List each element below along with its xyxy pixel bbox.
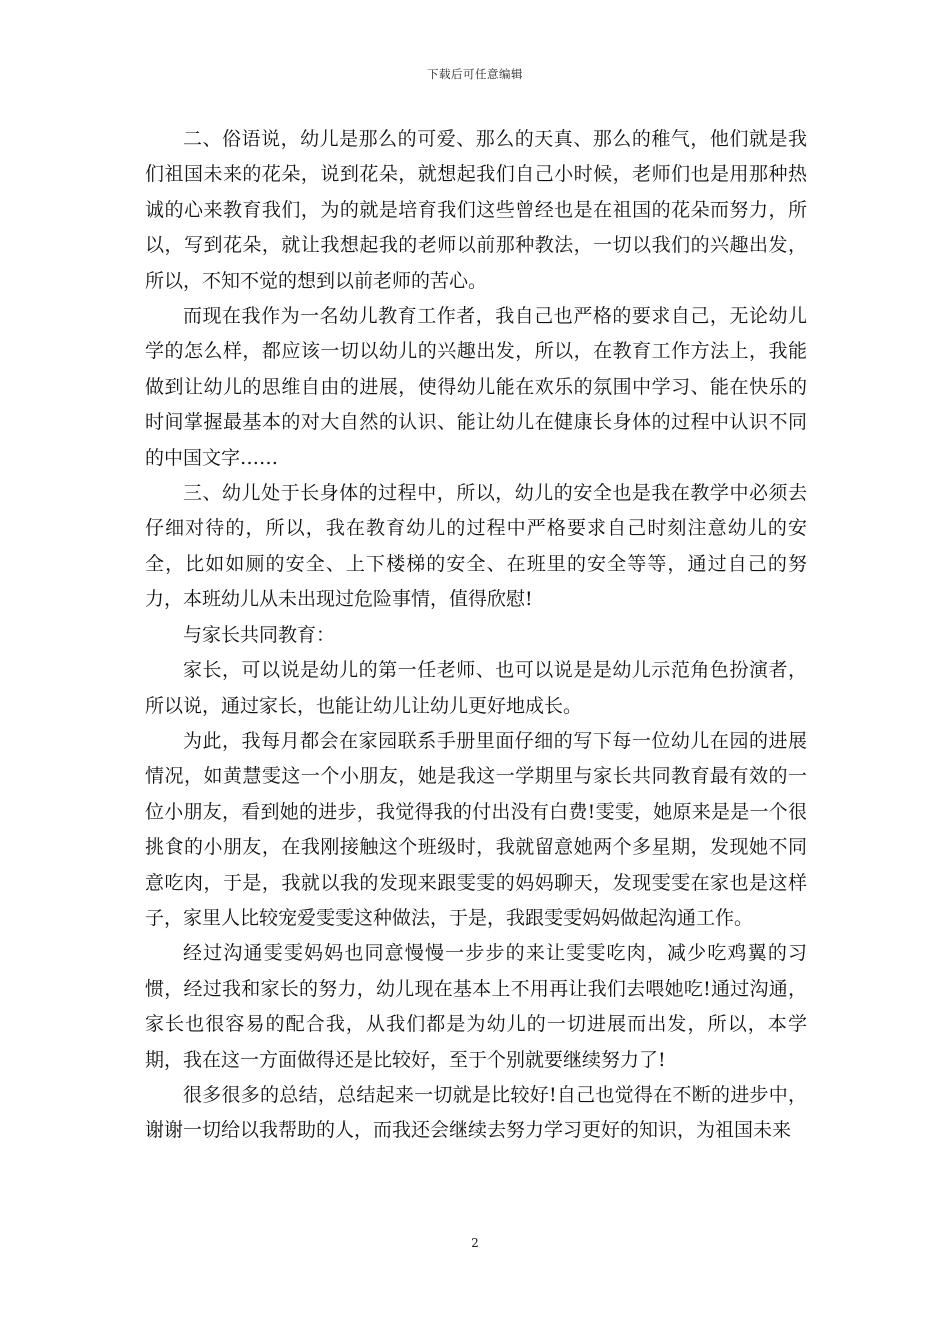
paragraph-5: 家长，可以说是幼儿的第一任老师、也可以说是是幼儿示范角色扮演者，所以说，通过家长，也能让幼儿让幼儿更好地成长。 [145, 659, 807, 717]
paragraph-1: 二、俗语说，幼儿是那么的可爱、那么的天真、那么的稚气，他们就是我们祖国未来的花朵，说到花朵，就想起我们自己小时候，老师们也是用那种热诚的心来教育我们，为的就是培育我们这些曾经也是在祖国的花朵而努力，所以，写到花朵，就让我想起我的老师以前那种教法，一切以我们的兴趣出发，所以，不知不觉的想到以前老师的苦心。 [145, 128, 807, 292]
page-number: 2 [471, 1236, 479, 1250]
paragraph-4-heading: 与家长共同教育： [183, 623, 336, 646]
page-header: 下载后可任意编辑 [427, 67, 523, 81]
paragraph-6: 为此，我每月都会在家园联系手册里面仔细的写下每一位幼儿在园的进展情况，如黄慧雯这一个小朋友，她是我这一学期里与家长共同教育最有效的一位小朋友，看到她的进步，我觉得我的付出没有白费!雯雯，她原来是是一个很挑食的小朋友，在我刚接触这个班级时，我就留意她两个多星期，发现她不同意吃肉，于是，我就以我的发现来跟雯雯的妈妈聊天，发现雯雯在家也是这样子，家里人比较宠爱雯雯这种做法，于是，我跟雯雯妈妈做起沟通工作。 [145, 729, 807, 929]
paragraph-2: 而现在我作为一名幼儿教育工作者，我自己也严格的要求自己，无论幼儿学的怎么样，都应该一切以幼儿的兴趣出发，所以，在教育工作方法上，我能做到让幼儿的思维自由的进展，使得幼儿能在欢乐的氛围中学习、能在快乐的时间掌握最基本的对大自然的认识、能让幼儿在健康长身体的过程中认识不同的中国文字…… [145, 305, 807, 469]
paragraph-3: 三、幼儿处于长身体的过程中，所以，幼儿的安全也是我在教学中必须去仔细对待的，所以，我在教育幼儿的过程中严格要求自己时刻注意幼儿的安全，比如如厕的安全、上下楼梯的安全、在班里的安全等等，通过自己的努力，本班幼儿从未出现过危险事情，值得欣慰! [145, 482, 807, 611]
paragraph-7: 经过沟通雯雯妈妈也同意慢慢一步步的来让雯雯吃肉，减少吃鸡翼的习惯，经过我和家长的努力，幼儿现在基本上不用再让我们去喂她吃!通过沟通，家长也很容易的配合我，从我们都是为幼儿的一切进展而出发，所以，本学期，我在这一方面做得还是比较好，至于个别就要继续努力了! [145, 942, 807, 1071]
document-body [145, 122, 807, 1149]
paragraph-8: 很多很多的总结，总结起来一切就是比较好!自己也觉得在不断的进步中，谢谢一切给以我帮助的人，而我还会继续去努力学习更好的知识，为祖国未来 [145, 1083, 807, 1142]
